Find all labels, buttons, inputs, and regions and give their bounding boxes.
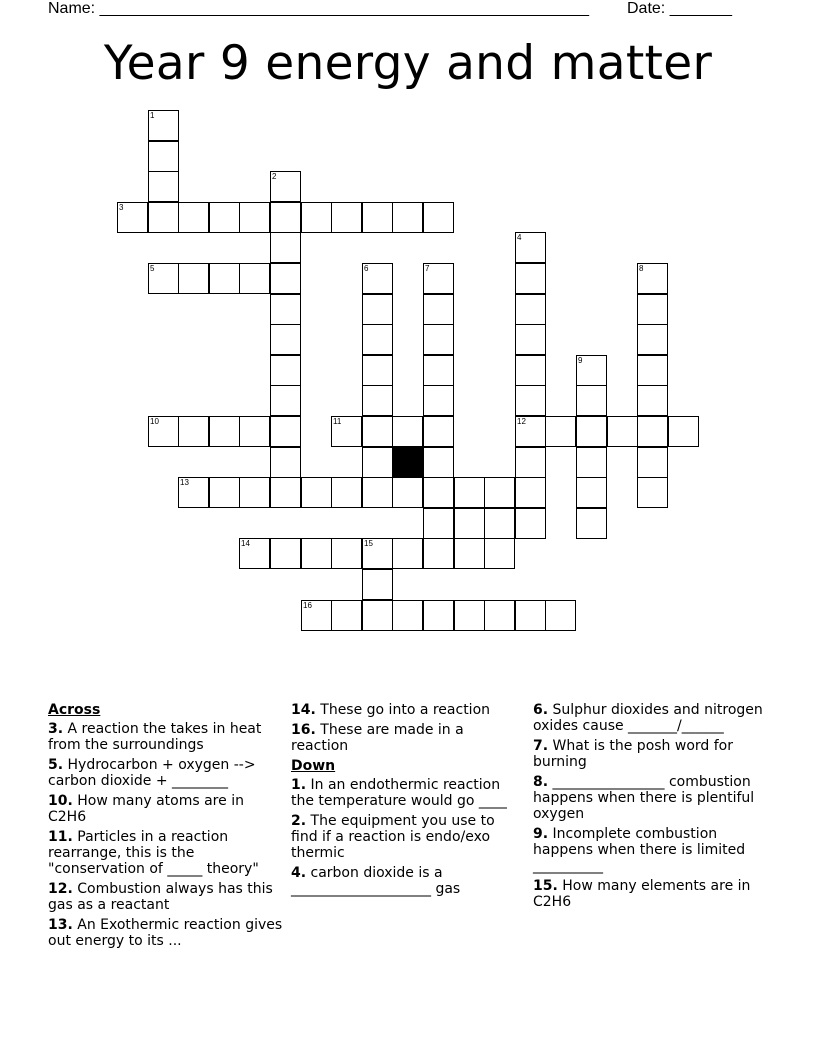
down-clue-1 bbox=[291, 777, 523, 809]
clue-text: These go into a reaction bbox=[315, 702, 491, 718]
grid-cell[interactable] bbox=[576, 477, 607, 508]
grid-cell[interactable] bbox=[454, 508, 485, 539]
grid-cell[interactable] bbox=[515, 294, 546, 325]
down-clue-8 bbox=[533, 774, 768, 822]
black-cell bbox=[392, 447, 423, 478]
across-clue-16 bbox=[291, 722, 523, 754]
grid-cell[interactable] bbox=[362, 385, 393, 416]
grid-cell[interactable] bbox=[362, 263, 393, 294]
across-clue-10 bbox=[48, 793, 286, 825]
grid-cell[interactable] bbox=[148, 202, 179, 233]
grid-cell[interactable] bbox=[423, 538, 454, 569]
grid-cell[interactable] bbox=[423, 447, 454, 478]
clue-number: 9. bbox=[533, 826, 549, 842]
down-clue-15 bbox=[533, 878, 768, 910]
grid-cell[interactable] bbox=[423, 416, 454, 447]
grid-cell[interactable] bbox=[637, 385, 668, 416]
grid-cell[interactable] bbox=[270, 355, 301, 386]
clue-text: In an endothermic reaction the temperature would go ____ bbox=[291, 777, 507, 809]
grid-cell[interactable] bbox=[392, 202, 423, 233]
grid-cell[interactable] bbox=[239, 416, 270, 447]
grid-cell[interactable] bbox=[239, 477, 270, 508]
grid-cell[interactable] bbox=[607, 416, 638, 447]
grid-cell[interactable] bbox=[637, 447, 668, 478]
grid-cell[interactable] bbox=[209, 477, 240, 508]
clue-number: 13. bbox=[48, 917, 73, 933]
grid-cell[interactable] bbox=[239, 263, 270, 294]
name-field[interactable]: Name: _______________________________________________________ bbox=[48, 0, 589, 17]
cell-number: 16 bbox=[303, 601, 312, 610]
grid-cell[interactable] bbox=[362, 477, 393, 508]
grid-cell[interactable] bbox=[454, 477, 485, 508]
grid-cell[interactable] bbox=[270, 232, 301, 263]
cell-number: 10 bbox=[150, 417, 159, 426]
grid-cell[interactable] bbox=[178, 263, 209, 294]
grid-cell[interactable] bbox=[178, 202, 209, 233]
cell-number: 5 bbox=[150, 264, 155, 273]
clue-number: 3. bbox=[48, 721, 64, 737]
grid-cell[interactable] bbox=[270, 324, 301, 355]
clue-text: An Exothermic reaction gives out energy to its ... bbox=[48, 917, 283, 949]
grid-cell[interactable] bbox=[423, 600, 454, 631]
clue-number: 5. bbox=[48, 757, 64, 773]
grid-cell[interactable] bbox=[362, 447, 393, 478]
grid-cell[interactable] bbox=[392, 477, 423, 508]
clue-number: 15. bbox=[533, 878, 558, 894]
clue-number: 6. bbox=[533, 702, 549, 718]
down-clue-2 bbox=[291, 813, 523, 861]
grid-cell[interactable] bbox=[515, 232, 546, 263]
down-clue-9 bbox=[533, 826, 768, 874]
cell-number: 6 bbox=[364, 264, 369, 273]
grid-cell[interactable] bbox=[484, 477, 515, 508]
grid-cell[interactable] bbox=[331, 416, 362, 447]
grid-cell[interactable] bbox=[576, 355, 607, 386]
clue-text: How many elements are in C2H6 bbox=[533, 878, 751, 910]
grid-cell[interactable] bbox=[331, 477, 362, 508]
clues-column-3 bbox=[533, 702, 768, 914]
clue-text: Sulphur dioxides and nitrogen oxides cause _______/______ bbox=[533, 702, 763, 734]
grid-cell[interactable] bbox=[545, 600, 576, 631]
clue-text: What is the posh word for burning bbox=[533, 738, 733, 770]
clue-text: A reaction the takes in heat from the surroundings bbox=[48, 721, 262, 753]
grid-cell[interactable] bbox=[270, 171, 301, 202]
clue-number: 10. bbox=[48, 793, 73, 809]
cell-number: 12 bbox=[517, 417, 526, 426]
grid-cell[interactable] bbox=[576, 416, 607, 447]
grid-cell[interactable] bbox=[270, 416, 301, 447]
grid-cell[interactable] bbox=[392, 416, 423, 447]
grid-cell[interactable] bbox=[423, 477, 454, 508]
grid-cell[interactable] bbox=[362, 416, 393, 447]
grid-cell[interactable] bbox=[301, 538, 332, 569]
cell-number: 15 bbox=[364, 539, 373, 548]
grid-cell[interactable] bbox=[392, 600, 423, 631]
clue-text: The equipment you use to find if a reaction is endo/exo thermic bbox=[291, 813, 495, 861]
cell-number: 2 bbox=[272, 172, 277, 181]
grid-cell[interactable] bbox=[148, 171, 179, 202]
cell-number: 7 bbox=[425, 264, 430, 273]
grid-cell[interactable] bbox=[545, 416, 576, 447]
clue-number: 16. bbox=[291, 722, 316, 738]
grid-cell[interactable] bbox=[362, 538, 393, 569]
clues-column-1 bbox=[48, 702, 286, 953]
grid-cell[interactable] bbox=[423, 324, 454, 355]
cell-number: 14 bbox=[241, 539, 250, 548]
cell-number: 4 bbox=[517, 233, 522, 242]
clue-number: 8. bbox=[533, 774, 549, 790]
grid-cell[interactable] bbox=[209, 202, 240, 233]
grid-cell[interactable] bbox=[576, 508, 607, 539]
grid-cell[interactable] bbox=[423, 355, 454, 386]
clue-number: 12. bbox=[48, 881, 73, 897]
grid-cell[interactable] bbox=[515, 355, 546, 386]
clue-number: 14. bbox=[291, 702, 316, 718]
grid-cell[interactable] bbox=[362, 569, 393, 600]
date-field[interactable]: Date: _______ bbox=[627, 0, 732, 17]
grid-cell[interactable] bbox=[209, 416, 240, 447]
across-clue-11 bbox=[48, 829, 286, 877]
grid-cell[interactable] bbox=[178, 416, 209, 447]
grid-cell[interactable] bbox=[148, 263, 179, 294]
grid-cell[interactable] bbox=[423, 294, 454, 325]
grid-cell[interactable] bbox=[270, 294, 301, 325]
grid-cell[interactable] bbox=[637, 263, 668, 294]
across-clue-12 bbox=[48, 881, 286, 913]
grid-cell[interactable] bbox=[637, 324, 668, 355]
grid-cell[interactable] bbox=[362, 355, 393, 386]
across-clue-5 bbox=[48, 757, 286, 789]
grid-cell[interactable] bbox=[423, 385, 454, 416]
grid-cell[interactable] bbox=[515, 600, 546, 631]
grid-cell[interactable] bbox=[301, 202, 332, 233]
grid-cell[interactable] bbox=[515, 385, 546, 416]
grid-cell[interactable] bbox=[331, 202, 362, 233]
grid-cell[interactable] bbox=[362, 202, 393, 233]
grid-cell[interactable] bbox=[270, 385, 301, 416]
grid-cell[interactable] bbox=[331, 600, 362, 631]
clue-number: 1. bbox=[291, 777, 307, 793]
cell-number: 11 bbox=[333, 417, 342, 426]
grid-cell[interactable] bbox=[515, 416, 546, 447]
grid-cell[interactable] bbox=[668, 416, 699, 447]
grid-cell[interactable] bbox=[637, 355, 668, 386]
grid-cell[interactable] bbox=[239, 202, 270, 233]
cell-number: 13 bbox=[180, 478, 189, 487]
grid-cell[interactable] bbox=[637, 477, 668, 508]
grid-cell[interactable] bbox=[209, 263, 240, 294]
grid-cell[interactable] bbox=[301, 477, 332, 508]
grid-cell[interactable] bbox=[484, 538, 515, 569]
grid-cell[interactable] bbox=[484, 600, 515, 631]
clue-number: 2. bbox=[291, 813, 307, 829]
grid-cell[interactable] bbox=[423, 202, 454, 233]
down-heading: Down bbox=[291, 758, 336, 774]
grid-cell[interactable] bbox=[515, 263, 546, 294]
clue-number: 11. bbox=[48, 829, 73, 845]
grid-cell[interactable] bbox=[362, 324, 393, 355]
grid-cell[interactable] bbox=[331, 538, 362, 569]
grid-cell[interactable] bbox=[637, 294, 668, 325]
grid-cell[interactable] bbox=[270, 447, 301, 478]
clue-text: Combustion always has this gas as a reactant bbox=[48, 881, 273, 913]
cell-number: 8 bbox=[639, 264, 644, 273]
grid-cell[interactable] bbox=[515, 447, 546, 478]
grid-cell[interactable] bbox=[148, 416, 179, 447]
across-clue-3 bbox=[48, 721, 286, 753]
grid-cell[interactable] bbox=[178, 477, 209, 508]
across-clue-14 bbox=[291, 702, 523, 718]
grid-cell[interactable] bbox=[576, 447, 607, 478]
clue-number: 7. bbox=[533, 738, 549, 754]
grid-cell[interactable] bbox=[117, 202, 148, 233]
grid-cell[interactable] bbox=[239, 538, 270, 569]
grid-cell[interactable] bbox=[637, 416, 668, 447]
grid-cell[interactable] bbox=[301, 600, 332, 631]
clue-text: Hydrocarbon + oxygen --> carbon dioxide + ________ bbox=[48, 757, 256, 789]
clue-text: ________________ combustion happens when there is plentiful oxygen bbox=[533, 774, 755, 822]
across-heading: Across bbox=[48, 702, 101, 718]
grid-cell[interactable] bbox=[270, 202, 301, 233]
clue-text: Incomplete combustion happens when there is limited __________ bbox=[533, 826, 746, 874]
grid-cell[interactable] bbox=[362, 600, 393, 631]
clues-column-2 bbox=[291, 702, 523, 901]
clue-number: 4. bbox=[291, 865, 307, 881]
grid-cell[interactable] bbox=[454, 538, 485, 569]
clue-text: Particles in a reaction rearrange, this is the "conservation of _____ theory" bbox=[48, 829, 259, 877]
grid-cell[interactable] bbox=[148, 110, 179, 141]
grid-cell[interactable] bbox=[515, 508, 546, 539]
down-clue-6 bbox=[533, 702, 768, 734]
down-clue-7 bbox=[533, 738, 768, 770]
grid-cell[interactable] bbox=[515, 477, 546, 508]
grid-cell[interactable] bbox=[392, 538, 423, 569]
grid-cell[interactable] bbox=[423, 263, 454, 294]
down-clue-4 bbox=[291, 865, 523, 897]
grid-cell[interactable] bbox=[576, 385, 607, 416]
grid-cell[interactable] bbox=[454, 600, 485, 631]
across-clue-13 bbox=[48, 917, 286, 949]
cell-number: 1 bbox=[150, 111, 155, 120]
grid-cell[interactable] bbox=[270, 263, 301, 294]
grid-cell[interactable] bbox=[423, 508, 454, 539]
grid-cell[interactable] bbox=[484, 508, 515, 539]
puzzle-title: Year 9 energy and matter bbox=[103, 36, 713, 91]
grid-cell[interactable] bbox=[270, 538, 301, 569]
grid-cell[interactable] bbox=[362, 294, 393, 325]
clue-text: How many atoms are in C2H6 bbox=[48, 793, 244, 825]
cell-number: 3 bbox=[119, 203, 124, 212]
clue-text: carbon dioxide is a ____________________ gas bbox=[291, 865, 461, 897]
clue-text: These are made in a reaction bbox=[291, 722, 464, 754]
cell-number: 9 bbox=[578, 356, 583, 365]
grid-cell[interactable] bbox=[270, 477, 301, 508]
grid-cell[interactable] bbox=[148, 141, 179, 172]
grid-cell[interactable] bbox=[515, 324, 546, 355]
